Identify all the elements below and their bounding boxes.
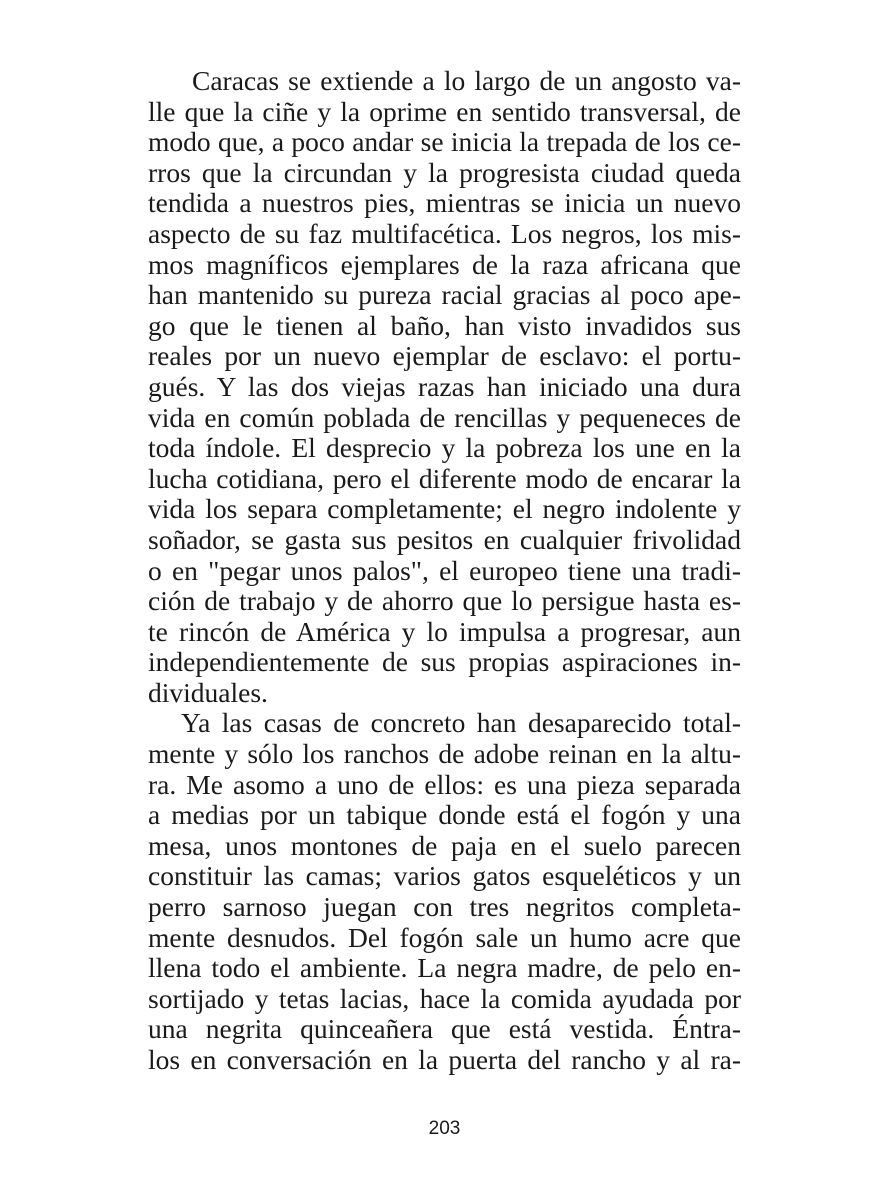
- text-line: soñador, se gasta sus pesitos en cualquier frivolidad: [148, 523, 741, 555]
- text-line: una negrita quinceañera que está vestida. Éntra-: [148, 1013, 741, 1045]
- text-line: Caracas se extiende a lo largo de un angosto va-: [192, 65, 741, 96]
- text-line: sortijado y tetas lacias, hace la comida ayudada por: [148, 982, 741, 1014]
- text-line: te rincón de América y lo impulsa a progresar, aun: [148, 615, 741, 647]
- text-line: dividuales.: [148, 676, 268, 708]
- text-line: Ya las casas de concreto han desaparecido total-: [181, 707, 741, 739]
- text-line: constituir las camas; varios gatos esqueléticos y un: [148, 860, 741, 892]
- text-line: rros que la circundan y la progresista ciudad queda: [148, 156, 741, 188]
- text-line: modo que, a poco andar se inicia la trepada de los ce-: [148, 126, 741, 158]
- text-line: mesa, unos montones de paja en el suelo parecen: [148, 829, 741, 861]
- text-line: o en "pegar unos palos", el europeo tiene una tradi-: [148, 554, 741, 586]
- text-line: llena todo el ambiente. La negra madre, de pelo en-: [148, 952, 741, 984]
- text-line: mos magníficos ejemplares de la raza africana que: [148, 248, 741, 280]
- body-text: [148, 66, 741, 1076]
- text-line: mente desnudos. Del fogón sale un humo acre que: [148, 921, 741, 953]
- text-line: han mantenido su pureza racial gracias al poco ape-: [148, 279, 741, 311]
- text-line: mente y sólo los ranchos de adobe reinan en la altu-: [148, 738, 741, 770]
- text-line: los en conversación en la puerta del rancho y al ra-: [148, 1044, 741, 1075]
- text-line: tendida a nuestros pies, mientras se inicia un nuevo: [148, 187, 741, 219]
- text-line: lle que la ciñe y la oprime en sentido transversal, de: [148, 95, 741, 127]
- text-line: toda índole. El desprecio y la pobreza los une en la: [148, 432, 741, 464]
- text-line: gués. Y las dos viejas razas han iniciado una dura: [148, 370, 741, 402]
- text-line: aspecto de su faz multifacética. Los negros, los mis-: [148, 217, 741, 249]
- text-line: reales por un nuevo ejemplar de esclavo: el portu-: [148, 340, 741, 372]
- text-line: vida los separa completamente; el negro indolente y: [148, 493, 741, 525]
- text-line: perro sarnoso juegan con tres negritos completa-: [148, 891, 741, 923]
- text-line: go que le tienen al baño, han visto invadidos sus: [148, 309, 741, 341]
- text-line: lucha cotidiana, pero el diferente modo de encarar la: [148, 462, 741, 494]
- text-line: ción de trabajo y de ahorro que lo persigue hasta es-: [148, 585, 741, 617]
- page-number: 203: [428, 1118, 461, 1139]
- text-line: a medias por un tabique donde está el fogón y una: [148, 799, 741, 831]
- text-line: ra. Me asomo a uno de ellos: es una pieza separada: [148, 768, 741, 800]
- text-line: vida en común poblada de rencillas y pequeneces de: [148, 401, 741, 433]
- text-line: independientemente de sus propias aspiraciones in-: [148, 646, 741, 678]
